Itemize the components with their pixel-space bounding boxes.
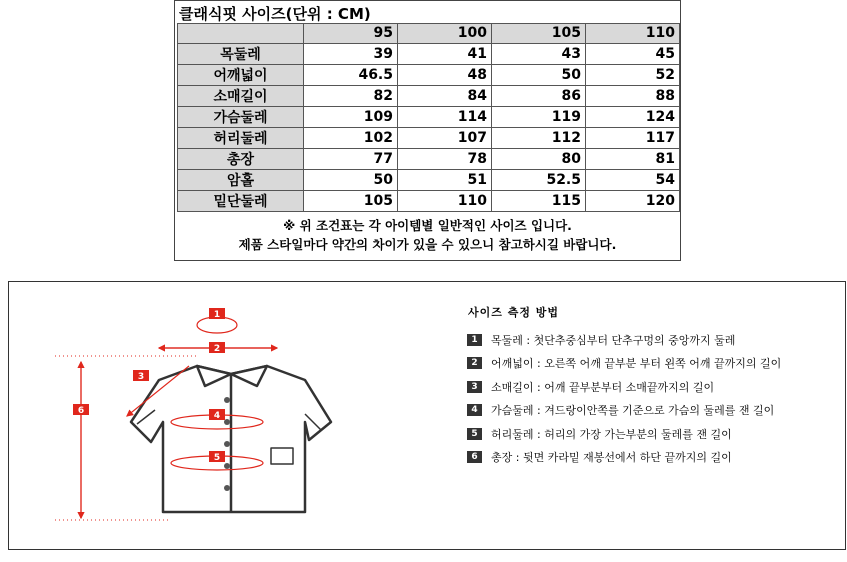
list-item: [467, 328, 781, 352]
marker-5: [209, 451, 225, 463]
row-label: 암홀: [178, 169, 304, 190]
table-cell: 110: [398, 190, 492, 211]
number-badge: 2: [467, 357, 482, 369]
size-header: 105: [492, 24, 586, 44]
table-cell: 107: [398, 127, 492, 148]
table-cell: 48: [398, 64, 492, 85]
table-cell: 84: [398, 85, 492, 106]
row-label: 어깨넓이: [178, 64, 304, 85]
table-cell: 124: [586, 106, 680, 127]
svg-text:3: 3: [137, 372, 145, 382]
table-cell: 51: [398, 169, 492, 190]
table-cell: 88: [586, 85, 680, 106]
number-badge: 6: [467, 451, 482, 463]
row-label: 밑단둘레: [178, 190, 304, 211]
marker-2: [209, 342, 225, 354]
table-row: [178, 106, 680, 127]
row-label: 총장: [178, 148, 304, 169]
table-cell: 80: [492, 148, 586, 169]
marker-3: [133, 370, 149, 382]
list-item: [467, 422, 781, 446]
table-cell: 41: [398, 43, 492, 64]
table-cell: 82: [304, 85, 398, 106]
guide-item-text: 허리둘레 : 허리의 가장 가는부분의 둘레를 잰 길이: [491, 427, 732, 441]
list-item: [467, 399, 781, 423]
table-cell: 105: [304, 190, 398, 211]
size-table-panel: [174, 0, 681, 261]
marker-6: [73, 404, 89, 416]
table-cell: 52: [586, 64, 680, 85]
table-cell: 86: [492, 85, 586, 106]
guide-list: [467, 328, 781, 469]
size-note-line2: 제품 스타일마다 약간의 차이가 있을 수 있으니 참고하시길 바랍니다.: [238, 237, 617, 252]
list-item: [467, 352, 781, 376]
size-header: 110: [586, 24, 680, 44]
guide-title: 사이즈 측정 방법: [468, 306, 560, 319]
svg-text:5: 5: [213, 453, 221, 463]
marker-1: [209, 308, 225, 320]
table-cell: 112: [492, 127, 586, 148]
guide-item-text: 소매길이 : 어깨 끝부분부터 소매끝까지의 길이: [491, 380, 715, 394]
size-table-title: 클래식핏 사이즈(단위 : CM): [179, 5, 371, 23]
size-header-row: [178, 24, 680, 44]
table-cell: 109: [304, 106, 398, 127]
svg-text:1: 1: [213, 310, 221, 320]
row-label: 목둘레: [178, 43, 304, 64]
table-cell: 119: [492, 106, 586, 127]
table-cell: 117: [586, 127, 680, 148]
table-cell: 52.5: [492, 169, 586, 190]
number-badge: 5: [467, 428, 482, 440]
guide-item-text: 목둘레 : 첫단추중심부터 단추구멍의 중앙까지 둘레: [491, 333, 736, 347]
table-cell: 39: [304, 43, 398, 64]
table-cell: 120: [586, 190, 680, 211]
table-cell: 81: [586, 148, 680, 169]
table-cell: 78: [398, 148, 492, 169]
table-cell: 43: [492, 43, 586, 64]
number-badge: 3: [467, 381, 482, 393]
svg-text:6: 6: [77, 406, 85, 416]
table-row: [178, 64, 680, 85]
number-badge: 1: [467, 334, 482, 346]
size-table: [177, 23, 680, 212]
table-row: [178, 85, 680, 106]
marker-4: [209, 409, 225, 421]
table-row: [178, 190, 680, 211]
guide-item-text: 가슴둘레 : 겨드랑이안쪽를 기준으로 가슴의 둘레를 잰 길이: [491, 404, 775, 418]
table-cell: 46.5: [304, 64, 398, 85]
header-corner-cell: [178, 24, 304, 44]
number-badge: 4: [467, 404, 482, 416]
row-label: 허리둘레: [178, 127, 304, 148]
row-label: 소매길이: [178, 85, 304, 106]
list-item: [467, 446, 781, 470]
table-cell: 45: [586, 43, 680, 64]
size-note-line1: ※ 위 조건표는 각 아이템별 일반적인 사이즈 입니다.: [283, 218, 572, 233]
table-cell: 115: [492, 190, 586, 211]
measurement-guide-panel: [8, 281, 846, 550]
row-label: 가슴둘레: [178, 106, 304, 127]
guide-item-text: 어깨넓이 : 오른쪽 어깨 끝부분 부터 왼쪽 어깨 끝까지의 길이: [491, 357, 782, 371]
table-row: [178, 43, 680, 64]
table-row: [178, 127, 680, 148]
table-row: [178, 169, 680, 190]
svg-text:4: 4: [213, 411, 221, 421]
table-cell: 54: [586, 169, 680, 190]
table-row: [178, 148, 680, 169]
svg-text:2: 2: [213, 344, 221, 354]
table-cell: 77: [304, 148, 398, 169]
size-header: 95: [304, 24, 398, 44]
table-cell: 102: [304, 127, 398, 148]
table-cell: 50: [492, 64, 586, 85]
table-cell: 114: [398, 106, 492, 127]
guide-item-text: 총장 : 뒷면 카라밑 재봉선에서 하단 끝까지의 길이: [491, 451, 732, 465]
table-cell: 50: [304, 169, 398, 190]
list-item: [467, 375, 781, 399]
size-header: 100: [398, 24, 492, 44]
shirt-diagram: [9, 282, 429, 551]
